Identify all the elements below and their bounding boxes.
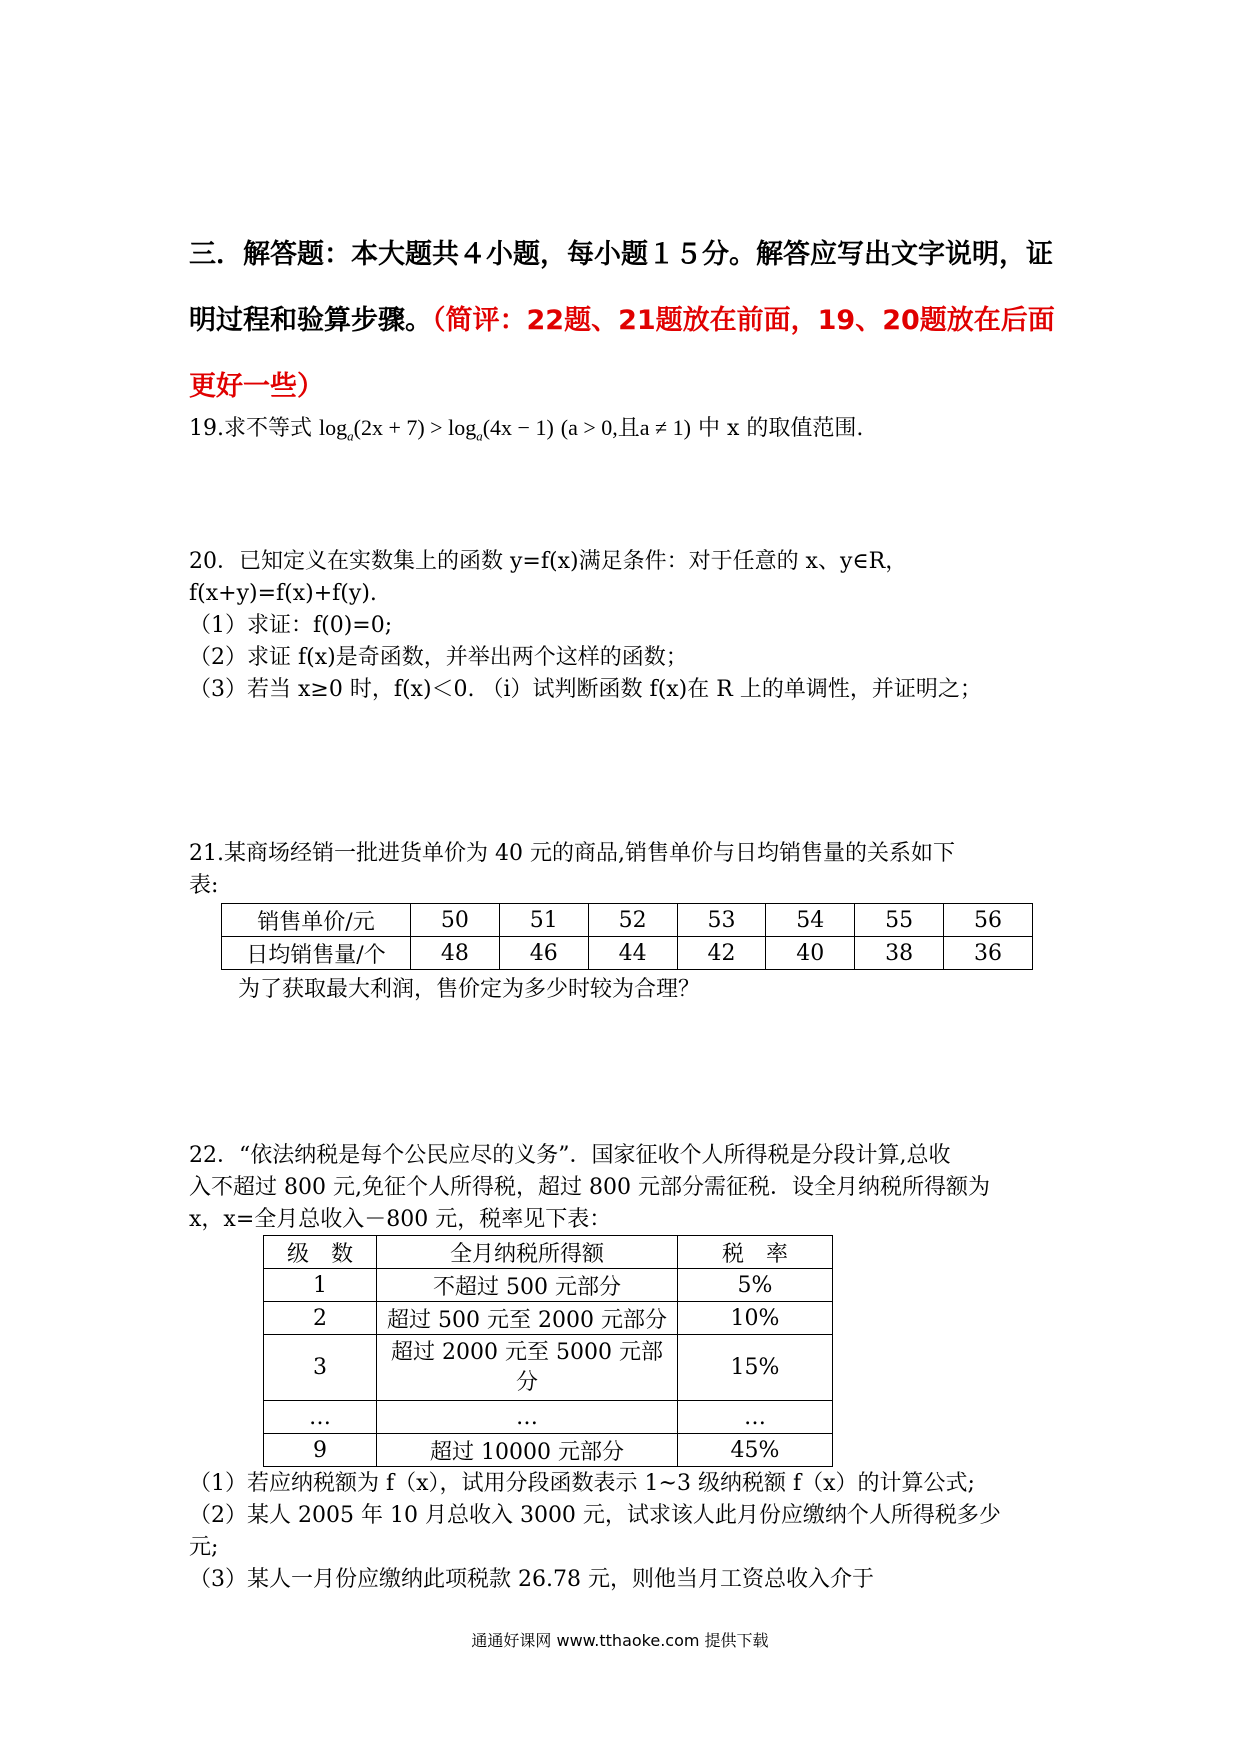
table-cell: … xyxy=(264,1401,377,1434)
table-cell: 45% xyxy=(678,1434,833,1467)
table-cell: 54 xyxy=(766,904,855,937)
q22-line2: 入不超过 800 元,免征个人所得税，超过 800 元部分需征税．设全月纳税所得额为 xyxy=(189,1175,990,1200)
page-footer: 通通好课网 www.tthaoke.com 提供下载 xyxy=(471,1631,769,1650)
table-cell: … xyxy=(377,1401,678,1434)
q19-prefix: 19.求不等式 xyxy=(189,416,312,441)
table-cell: 40 xyxy=(766,937,855,970)
review-note: （简评：22题、21题放在前面，19、20题放在后面更好一些） xyxy=(189,305,1055,402)
table-header: 全月纳税所得额 xyxy=(377,1236,678,1269)
table-cell: 5% xyxy=(678,1269,833,1302)
q19-log1: $\log_a$ xyxy=(319,415,354,444)
table-cell: 日均销售量/个 xyxy=(222,937,411,970)
q19-condition: (a > 0,且a ≠ 1) xyxy=(560,415,691,440)
q22-part1: （1）若应纳税额为 f（x），试用分段函数表示 1~3 级纳税额 f（x）的计算公式; xyxy=(189,1471,975,1496)
table-header: 税 率 xyxy=(678,1236,833,1269)
table-cell: 36 xyxy=(944,937,1033,970)
table-cell: 46 xyxy=(499,937,588,970)
q22-part2a: （2）某人 2005 年 10 月总收入 3000 元，试求该人此月份应缴纳个人所得税多少 xyxy=(189,1503,1001,1528)
table-cell: 51 xyxy=(499,904,588,937)
table-cell: 44 xyxy=(588,937,677,970)
table-cell: 2 xyxy=(264,1302,377,1335)
table-row xyxy=(222,937,1033,970)
table-cell: 3 xyxy=(264,1335,377,1401)
section-heading-text: 三．解答题：本大题共４小题，每小题１５分。解答应写出文字说明，证明过程和验算步骤。 xyxy=(189,239,1053,336)
table-row xyxy=(222,904,1033,937)
table-row xyxy=(264,1302,833,1335)
q19-expr2: (4x − 1) xyxy=(482,415,554,440)
table-row xyxy=(264,1236,833,1269)
price-sales-table xyxy=(221,903,1033,970)
q20-part2: （2）求证 f(x)是奇函数，并举出两个这样的函数； xyxy=(189,645,688,670)
table-cell: 销售单价/元 xyxy=(222,904,411,937)
section-heading xyxy=(189,222,1069,420)
tax-rate-table xyxy=(263,1235,833,1467)
q22-part2b: 元; xyxy=(189,1535,219,1560)
q22-line1: 22．“依法纳税是每个公民应尽的义务”．国家征收个人所得税是分段计算,总收 xyxy=(189,1143,951,1168)
question-22 xyxy=(189,1140,1069,1236)
q20-part1: （1）求证：f(0)=0; xyxy=(189,613,393,638)
q20-part3: （3）若当 x≥0 时，f(x)＜0. （i）试判断函数 f(x)在 R 上的单调性，并证明之； xyxy=(189,677,982,702)
question-21 xyxy=(189,838,1069,902)
question-20 xyxy=(189,546,1069,706)
table-cell: 56 xyxy=(944,904,1033,937)
table-cell: 48 xyxy=(411,937,500,970)
q19-log2: $\log_a$ xyxy=(448,415,483,444)
table-cell: 38 xyxy=(855,937,944,970)
table-cell: … xyxy=(678,1401,833,1434)
table-cell: 不超过 500 元部分 xyxy=(377,1269,678,1302)
q22-line3: x，x=全月总收入－800 元，税率见下表： xyxy=(189,1207,612,1232)
table-cell: 15% xyxy=(678,1335,833,1401)
table-cell: 53 xyxy=(677,904,766,937)
table-cell: 52 xyxy=(588,904,677,937)
q20-line2: f(x+y)=f(x)+f(y). xyxy=(189,581,377,606)
question-19 xyxy=(189,412,1069,452)
table-row xyxy=(264,1269,833,1302)
table-cell: 10% xyxy=(678,1302,833,1335)
q21-question: 为了获取最大利润，售价定为多少时较为合理？ xyxy=(238,977,701,1002)
table-row xyxy=(264,1434,833,1467)
q20-line1: 20．已知定义在实数集上的函数 y=f(x)满足条件：对于任意的 x、y∈R， xyxy=(189,549,908,574)
table-cell: 1 xyxy=(264,1269,377,1302)
q21-line1: 21.某商场经销一批进货单价为 40 元的商品,销售单价与日均销售量的关系如下 xyxy=(189,841,955,866)
q19-expr1: (2x + 7) > xyxy=(353,415,449,440)
table-cell: 50 xyxy=(411,904,500,937)
table-row xyxy=(264,1335,833,1401)
q22-part3: （3）某人一月份应缴纳此项税款 26.78 元，则他当月工资总收入介于 xyxy=(189,1567,874,1592)
table-cell: 超过 2000 元至 5000 元部分 xyxy=(377,1335,678,1401)
table-cell: 55 xyxy=(855,904,944,937)
q21-line2: 表: xyxy=(189,873,219,898)
table-cell: 42 xyxy=(677,937,766,970)
q22-parts xyxy=(189,1468,1069,1596)
table-cell: 超过 500 元至 2000 元部分 xyxy=(377,1302,678,1335)
table-row xyxy=(264,1401,833,1434)
table-cell: 9 xyxy=(264,1434,377,1467)
table-cell: 超过 10000 元部分 xyxy=(377,1434,678,1467)
q19-suffix: 中 x 的取值范围. xyxy=(697,416,864,441)
table-header: 级 数 xyxy=(264,1236,377,1269)
